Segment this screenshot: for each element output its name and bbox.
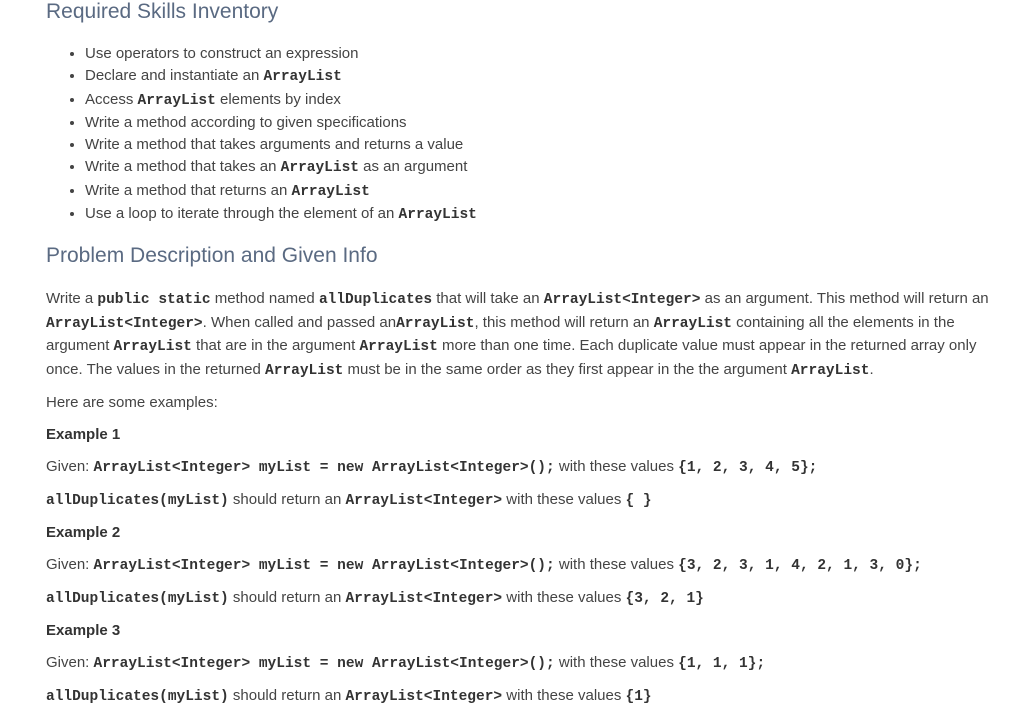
given-values: {3, 2, 3, 1, 4, 2, 1, 3, 0}; [678,558,922,575]
desc-text: that will take an [432,290,544,308]
return-label: should return an [228,491,346,509]
problem-heading: Problem Description and Given Info [46,244,378,268]
example-result-line [46,587,991,610]
skill-text-after: as an argument [359,158,468,176]
skill-text: Write a method according to given specifications [85,113,407,131]
given-declaration: ArrayList<Integer> myList = new ArrayList<Integer>(); [93,558,555,575]
expected-result: {3, 2, 1} [625,591,704,608]
example-title: Example 1 [46,426,121,444]
example-given-line [46,456,991,479]
return-type: ArrayList<Integer> [345,493,503,510]
given-values: {1, 2, 3, 4, 5}; [678,460,818,477]
skill-item [85,134,991,156]
desc-text: that are in the argument [191,337,360,355]
skill-item [85,112,991,134]
given-declaration: ArrayList<Integer> myList = new ArrayList<Integer>(); [93,656,555,673]
example-result-line [46,685,991,708]
desc-text: method named [210,290,319,308]
skill-code: ArrayList [280,160,359,177]
example-title: Example 2 [46,524,121,542]
desc-code: ArrayList<Integer> [46,315,203,332]
skill-code: ArrayList [291,183,370,200]
method-call: allDuplicates(myList) [46,591,229,608]
skill-code: ArrayList [398,207,477,224]
skill-text: Write a method that takes an [85,158,281,176]
skill-code: ArrayList [263,69,342,86]
desc-code: ArrayList [265,362,344,379]
skill-code: ArrayList [137,92,216,109]
examples-intro: Here are some examples: [46,394,218,412]
example-result-line [46,489,991,512]
desc-text: containing all the elements in the argument [46,313,955,355]
desc-code: ArrayList [396,315,475,332]
given-values: {1, 1, 1}; [678,656,766,673]
desc-code: ArrayList [791,362,870,379]
return-label: should return an [228,687,346,705]
desc-text: . [869,360,874,378]
desc-code: ArrayList<Integer> [543,292,701,309]
skill-text: Access [85,90,138,108]
skill-text: Declare and instantiate an [85,67,264,85]
skill-item [85,89,991,112]
skills-heading: Required Skills Inventory [46,0,279,23]
skill-text: Use operators to construct an expression [85,45,359,62]
method-call: allDuplicates(myList) [46,689,229,706]
return-values-label: with these values [502,589,626,607]
desc-text: Write a [46,290,98,308]
example-given-line [46,554,991,577]
values-label: with these values [554,654,679,672]
return-values-label: with these values [502,491,626,509]
desc-code: allDuplicates [318,292,433,309]
return-label: should return an [228,589,346,607]
desc-code: ArrayList [113,339,192,356]
given-declaration: ArrayList<Integer> myList = new ArrayList<Integer>(); [93,460,555,477]
skill-item [85,180,991,203]
return-type: ArrayList<Integer> [345,591,503,608]
return-type: ArrayList<Integer> [345,689,503,706]
desc-text: more than one time. Each duplicate value must appear in the returned array only once. The values in the returned [46,337,977,378]
desc-text: . When called and passed an [202,313,397,331]
skill-text: Write a method that takes arguments and returns a value [85,136,464,154]
desc-text: must be in the same order as they first appear in the the argument [343,360,792,378]
assignment-page [46,0,991,708]
values-label: with these values [554,458,679,476]
skill-text-after: elements by index [215,90,341,108]
method-call: allDuplicates(myList) [46,493,229,510]
example-title: Example 3 [46,622,121,640]
problem-description [46,288,991,382]
desc-text: , this method will return an [474,313,654,331]
skill-item [85,156,991,179]
skills-list [46,43,991,226]
skill-item [85,43,991,65]
given-label: Given: [46,654,94,672]
skill-text: Write a method that returns an [85,181,292,199]
skill-item [85,65,991,88]
values-label: with these values [554,556,679,574]
expected-result: {1} [625,689,652,706]
skill-item [85,203,991,226]
desc-code: public static [97,292,211,309]
return-values-label: with these values [502,687,626,705]
given-label: Given: [46,556,94,574]
desc-text: as an argument. This method will return an [700,290,989,308]
desc-code: ArrayList [653,315,733,332]
desc-code: ArrayList [359,339,438,356]
expected-result: { } [625,493,652,510]
skill-text: Use a loop to iterate through the element of an [85,205,399,223]
example-given-line [46,652,991,675]
given-label: Given: [46,458,94,476]
